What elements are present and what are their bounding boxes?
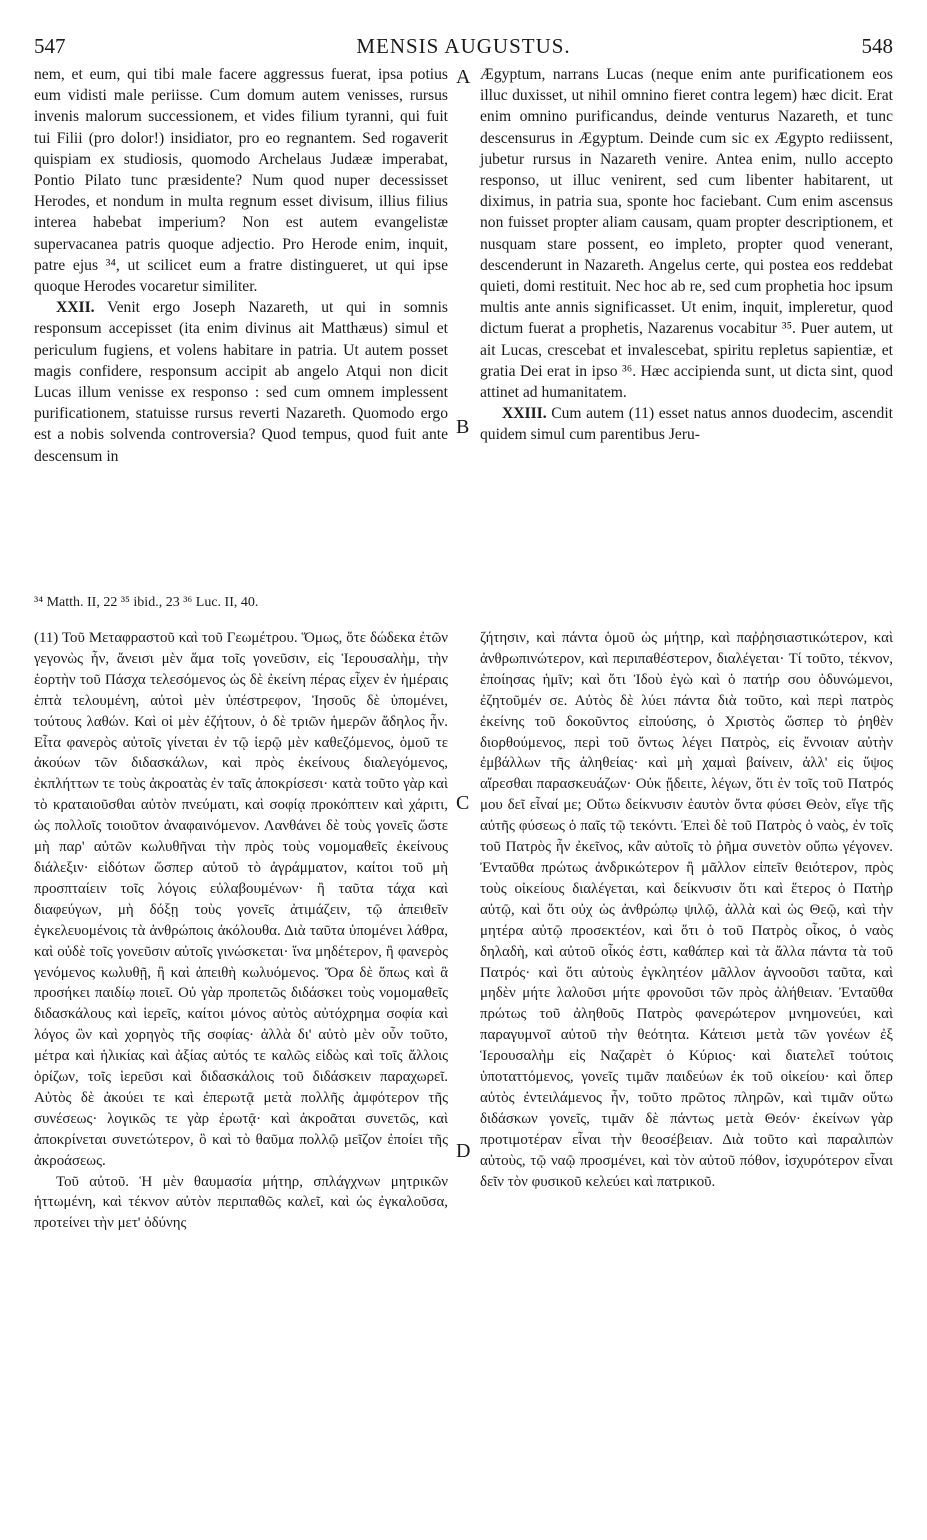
greek-left-paragraph-1: (11) Τοῦ Μεταφραστοῦ καὶ τοῦ Γεωμέτρου. Ὅμως, ὅτε δώδεκα ἐτῶν γεγονὼς ἦν, ἄνεισι μὲν ἅμα τοῖς γονεῦσιν, εἰς Ἱερουσαλὴμ, τὴν ἑορτὴν τοῦ Πάσχα τελεσόμενος ὡς δὲ ἐκείνη πέρας εἶχεν ἐν ἡμέραις ἑπτὰ τελουμένη, αὐτοὶ μὲν ὑπέστρεφον, Ἰησοῦς δὲ ὑπομένει, τούτους λαθών. Καὶ οἱ μὲν ἐζήτουν, ὁ δὲ τριῶν ἡμερῶν ἄδηλος ἦν. Εἶτα φανερὸς αὐτοῖς γίνεται ἐν τῷ ἱερῷ μὲν καθεζόμενος, ὁμοῦ τε ἀκούων τῶν διδασκάλων, καὶ πρὸς ἐκείνους διαλεγόμενος, ἐκπλήττων τε τοὺς ἀκροατὰς ἐν ταῖς ἀποκρίσεσι· κατὰ τοῦτο γὰρ καὶ τὸ κραταιοῦσθαι αὐτὸν πνεύματι, καὶ σοφίᾳ προκόπτειν καὶ χάριτι, ὡς πολλοῖς τοιοῦτον ἀναφαινόμενον. Λανθάνει δὲ τοὺς γονεῖς ὥστε μὴ παρ' αὐτῶν κωλυθῆναι τὴν πρὸς τοὺς νομομαθεῖς ἐκείνους διάλεξιν· εἰδότων ὥσπερ αὐτοῦ τὸ ἀγράμματον, καίτοι τοῦ μὴ προσπταίειν τοῖς λόγοις εὐλαβουμένων· ἢ ταῦτα τάχα καὶ διαφεύγων, μὴ δόξῃ τοὺς γονεῖς ἀτιμάζειν, τῷ ἀπειθεῖν ἐγκελευομένοις τὰ ἀνθρώποις ἀκόλουθα. Διὰ ταῦτα ὑπομένει λάθρα, καὶ οὐδὲ τοῖς γονεῦσιν αὐτοῖς γινώσκεται· ἵνα μηδέτερον, ἢ φανερὸς γενόμενος κωλυθῇ, ἢ καὶ ἀπειθὴ κωλυόμενος. Ὅρα δὲ ὅπως καὶ ἃ προσήκει παιδίῳ ποιεῖ. Οὐ γὰρ προπετῶς διδάσκει τοὺς νομομαθεῖς διδασκάλους καὶ ἱερεῖς, καίτοι μόνος αὐτὸς αὐτόχρημα σοφία καὶ λόγος ὢν καὶ χορηγὸς τῆς σοφίας· ἀλλὰ δι' αὐτὸ μὲν οὖν τοῦτο, μέτρα καὶ ἡλικίας καὶ ἀξίας αὐτός τε καλῶς εἰδὼς καὶ τοῖς ἄλλοις ὁρίζων, τοῖς ἱερεῦσι καὶ διδασκάλοις τοῦ διδάσκειν παραχωρεῖ. Αὐτὸς δὲ ἀκούει τε καὶ ἐπερωτᾷ μετὰ πολλῆς ἀμφότερον τῆς συνέσεως· λογικῶς τε γὰρ ἐρωτᾷ· καὶ ἀκροᾶται συνετῶς, καὶ ἀποκρίνεται συνετώτερον, ὃ καὶ τὸ θαῦμα πολλῷ μεῖζον ἐποίει τῆς ἀκροάσεως. xyxy=(34,630,448,1169)
margin-marker-b: B xyxy=(456,416,470,438)
margin-marker-a: A xyxy=(456,66,471,88)
latin-left-paragraph-2-text: Venit ergo Joseph Nazareth, ut qui in somnis responsum accepisset (ita enim divinus ait Matthæus) simul et periculum fugiens, et volens habitare in patria. Ut autem posset magis confidere, responsum accipit ab angelo Atqui non dicit Lucas illum venisse ex responso : sed cum omnem implessent purificationem, statuisse rursus reverti Nazareth. Quomodo ergo est a nobis solvenda controversia? Quod tempus, quod fuit ante descensum in xyxy=(34,299,448,465)
greek-right-paragraph-1: ζήτησιν, καὶ πάντα ὁμοῦ ὡς μήτηρ, καὶ παῤῥησιαστικώτερον, καὶ ἀνθρωπινώτερον, καὶ περιπαθέστερον, διαλέγεται· Τί τοῦτο, τέκνον, ἐποίησας ἡμῖν; καὶ ὅτι Ἰδοὺ ἐγὼ καὶ ὁ πατήρ σου ὀδυνώμενοι, ἐζητοῦμέν σε. Αὐτὸς δὲ λύει πάντα διὰ τοῦτο, καὶ περὶ πατρὸς ἐκείνης τοῦ δοκοῦντος εἰπούσης, ὁ Χριστὸς ὥσπερ τὸ ῥηθὲν διορθούμενος, περὶ τοῦ ὄντως λέγει Πατρὸς, εἰς ἔννοιαν αὐτὴν ἐμβάλλων τῆς ἀληθείας· καὶ μὴ χαμαὶ βαίνειν, ἀλλ' εἰς ὕψος αἴρεσθαι παρασκευάζων· Οὐκ ᾔδειτε, λέγων, ὅτι ἐν τοῖς τοῦ Πατρός μου δεῖ εἶναί με; Οὕτω δείκνυσιν ἑαυτὸν ὄντα φύσει Θεὸν, εἴγε τῆς αὐτῆς φύσεως ὁ παῖς τῷ τεκόντι. Ἐπεὶ δὲ τοῦ Πατρὸς ὁ ναὸς, ἐν τοῖς τοῦ Πατρὸς ἦν ἐκεῖνος, κἂν αὐτοῖς τὸ ῥῆμα συνετὸν οὔπω γέγονεν. Ἐνταῦθα πρώτως ἀνδρικώτερον ἢ μᾶλλον εἰπεῖν θειότερον, πρὸς τοὺς οἰκείους διαλέγεται, καὶ δείκνυσιν ὅτι καὶ ἕτερος ὁ Πατὴρ αὐτῷ, καὶ ὅτι οὐχ ὡς ἀνθρώπῳ ψιλῷ, ἀλλὰ καὶ ὡς Θεῷ, καὶ τὴν μητέρα αὐτῷ προσεκτέον, καὶ ὅτι ὁ τοῦ Πατρὸς οἶκος, ὁ ναὸς δηλαδὴ, καὶ αὐτοῦ οἶκός ἐστι, καθάπερ καὶ τὰ ἄλλα πάντα τὰ τοῦ Πατρός· καὶ ὅτι αὐτοὺς ἐγκλητέον μᾶλλον ἀγνοοῦσι ταῦτα, καὶ μηδὲν μήτε λαλοῦσι μήτε φρονοῦσι τῶν πρὸς ἀλήθειαν. Ἐνταῦθα πρώτως τοῦ ἀληθοῦς Πατρὸς φανερώτερον μνημονεύει, καὶ παραγυμνοῖ αὐτοῦ τὴν θεότητα. Κάτεισι μετὰ τῶν γονέων ἐξ Ἱερουσαλὴμ εἰς Ναζαρὲτ ὁ Κύριος· καὶ διατελεῖ τούτοις ὑποταττόμενος, γονεῖς τιμᾶν παιδεύων ἐκ τοῦ οἰκείου· καὶ ὅπερ αὐτὸς ἐντειλάμενος ἦν, τοῦτο πρῶτος πληρῶν, καὶ τιμᾶν οὕτω διδάσκων γονεῖς, τιμᾶν δὲ πάντως μετὰ Θεόν· ἐκείνων γὰρ προτιμοτέραν εἶναι τὴν θεοσέβειαν. Διὰ τοῦτο καὶ παραλιπὼν αὐτοὺς, τῷ ναῷ προσμένει, καὶ τὸν αὐτοῦ πόθον, ἰσχυρότερον εἶναι δεῖν τὸν φυσικοῦ κελεύει καὶ πατρικοῦ. xyxy=(480,630,893,1190)
latin-left-paragraph-1: nem, et eum, qui tibi male facere aggressus fuerat, ipsa potius eum vidisti male periisse. Cum domum autem venisses, rursus invenis malorum successionem, et vides filium tyranni, qui fuit tui Filii (pro dolor!) insidiator, pro eo regnantem. Sed rogaverit quispiam ex studiosis, quomodo Archelaus Judææ imperabat, Pontio Pilato tunc præsidente? Num quod nuper decessisset Herodes, et nondum in multa regnum esset divisum, illius filius interea habebat imperium? Non est autem evangelistæ supervacanea patris quoque adjectio. Pro Herode enim, inquit, patre ejus ³⁴, ut scilicet eum a fratre distingueret, ut qui ipse quoque Herodes vocaretur similiter. xyxy=(34,66,448,296)
section-number-xxiii: XXIII. xyxy=(502,405,547,423)
latin-right-paragraph-2 xyxy=(480,403,893,445)
page-number-left: 547 xyxy=(34,34,66,58)
latin-right-paragraph-2-text: Cum autem (11) esset natus annos duodecim, ascendit quidem simul cum parentibus Jeru- xyxy=(480,405,893,444)
running-title: MENSIS AUGUSTUS. xyxy=(356,34,571,58)
margin-marker-c: C xyxy=(456,792,470,814)
greek-left-paragraph-2: Τοῦ αὐτοῦ. Ἡ μὲν θαυμασία μήτηρ, σπλάγχνων μητρικῶν ἡττωμένη, καὶ τέκνον αὐτὸν περιπαθῶς καλεῖ, καὶ ὡς ἐγκαλοῦσα, προτείνει τὴν μετ' ὀδύνης xyxy=(34,1173,448,1232)
greek-column-left xyxy=(34,628,448,1234)
margin-marker-d: D xyxy=(456,1140,471,1162)
latin-column-right xyxy=(480,64,893,446)
greek-column-right xyxy=(480,628,893,1192)
page-header xyxy=(34,34,893,58)
section-number-xxii: XXII. xyxy=(56,299,95,317)
latin-right-paragraph-1: Ægyptum, narrans Lucas (neque enim ante purificationem eos illuc duxisset, ut nihil omnino fieret contra legem) hæc dicit. Erat enim omnino purificandus, deinde venturus Nazareth, et tunc descensurus in Ægyptum. Deinde cum sic ex Ægypto rediissent, jubetur rursus in Nazareth venire. Antea enim, nullo accepto responso, ut illuc venirent, sed cum libenter habitarent, ut diximus, in patria sua, sponte hoc faciebant. Cum enim ascensus non fuisset propter aliam causam, quam propter descriptionem, et nusquam stare possent, eo impleto, propter quod venerant, descenderunt in Nazareth. Angelus certe, qui postea eos reddebat quieti, domi restituit. Nec hoc ab re, sed cum prophetia hoc ipsum multis ante annis significasset. Ut enim, inquit, impleretur, quod dictum fuerat a prophetis, Nazarenus vocabitur ³⁵. Puer autem, ut ait Lucas, crescebat et invalescebat, spiritu repletus sapientiæ, et gratia Dei erat in ipso ³⁶. Hæc accipienda sunt, ut dicta sint, quod attinet ad humanitatem. xyxy=(480,66,893,402)
latin-left-paragraph-2 xyxy=(34,297,448,467)
latin-column-left xyxy=(34,64,448,467)
footnotes: ³⁴ Matth. II, 22 ³⁵ ibid., 23 ³⁶ Luc. II, 40. xyxy=(34,595,259,610)
page-number-right: 548 xyxy=(861,34,893,58)
